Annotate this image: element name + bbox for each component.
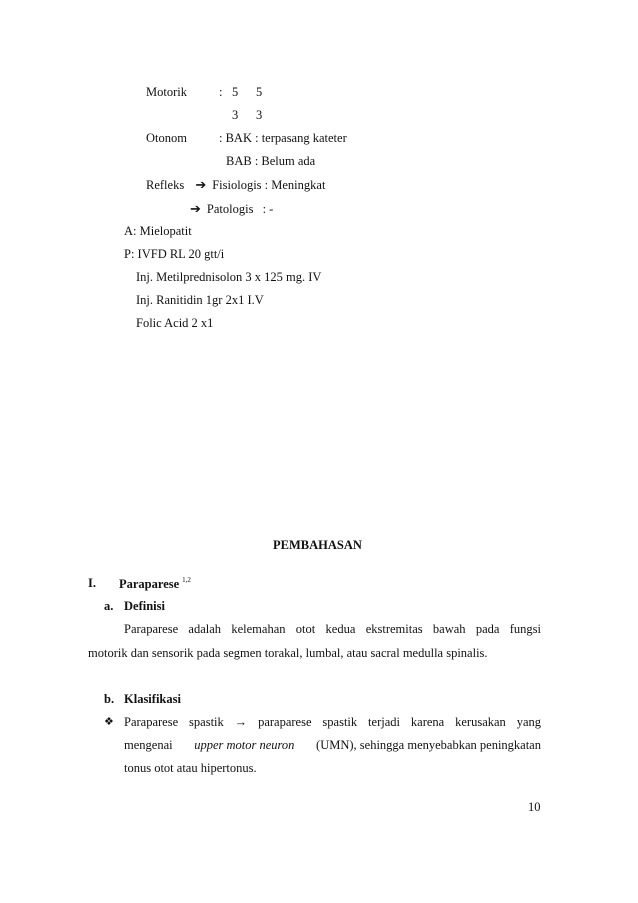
plan-line-2: Inj. Metilprednisolon 3 x 125 mg. IV <box>136 270 322 284</box>
otonom-bab: BAB : Belum ada <box>226 154 316 168</box>
item-title: Paraparese <box>119 577 180 591</box>
motorik-value-r2c1: 3 <box>232 108 239 122</box>
section-heading: PEMBAHASAN <box>273 538 362 552</box>
motorik-value-r1c1: 5 <box>232 85 239 99</box>
refleks-fisiologis: Fisiologis : Meningkat <box>212 178 326 192</box>
bullet-line-2-post: (UMN), sehingga menyebabkan peningkatan <box>316 738 541 752</box>
motorik-value-r2c2: 3 <box>256 108 263 122</box>
refleks-patologis-row <box>190 202 273 216</box>
definisi-letter: a. <box>104 599 114 613</box>
refleks-patologis: Patologis <box>206 202 254 216</box>
arrow-right-icon: ➔ <box>195 177 207 192</box>
klasifikasi-title: Klasifikasi <box>124 692 181 706</box>
item-number: I. <box>88 576 96 590</box>
refleks-patologis-value: : - <box>262 202 274 216</box>
page-number: 10 <box>528 800 541 814</box>
motorik-label: Motorik <box>146 85 187 99</box>
bullet-line-2-italic: upper motor neuron <box>194 738 295 752</box>
bullet-line-3: tonus otot atau hipertonus. <box>124 761 257 775</box>
assessment-line: A: Mielopatit <box>124 224 192 238</box>
definisi-line-1: Paraparese adalah kelemahan otot kedua ekstremitas bawah pada fungsi <box>124 622 541 636</box>
refleks-label: Refleks <box>146 178 185 192</box>
plan-line-4: Folic Acid 2 x1 <box>136 316 214 330</box>
definisi-title: Definisi <box>124 599 165 613</box>
bullet-line-2 <box>124 739 541 752</box>
refleks-row <box>146 178 325 192</box>
bullet-diamond-icon: ❖ <box>104 716 114 728</box>
plan-line-1: P: IVFD RL 20 gtt/i <box>124 247 225 261</box>
otonom-label: Otonom <box>146 131 187 145</box>
klasifikasi-letter: b. <box>104 692 115 706</box>
motorik-value-r1c2: 5 <box>256 85 263 99</box>
bullet-line-1: Paraparese spastik → paraparese spastik terjadi karena kerusakan yang <box>124 715 541 729</box>
plan-line-3: Inj. Ranitidin 1gr 2x1 I.V <box>136 293 264 307</box>
bullet-line-2-pre: mengenai <box>124 738 173 752</box>
item-citation: 1,2 <box>182 576 191 584</box>
motorik-colon: : <box>219 85 223 99</box>
item-title-row <box>119 577 191 591</box>
otonom-bak: : BAK : terpasang kateter <box>219 131 347 145</box>
arrow-right-icon: ➔ <box>190 201 201 216</box>
definisi-line-2: motorik dan sensorik pada segmen torakal, lumbal, atau sacral medulla spinalis. <box>88 646 488 660</box>
